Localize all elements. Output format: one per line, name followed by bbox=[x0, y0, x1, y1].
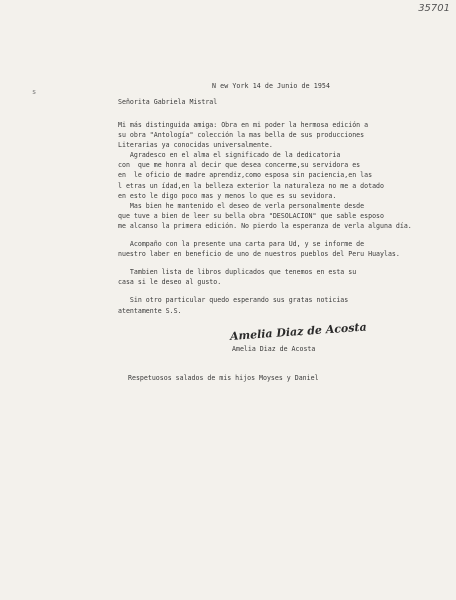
dateline: N ew York 14 de Junio de 1954 bbox=[212, 82, 331, 90]
body-line: Sin otro particular quedo esperando sus gratas noticias bbox=[118, 296, 349, 305]
archive-number: 35701 bbox=[418, 3, 450, 14]
body-line: Mas bien he mantenido el deseo de verla personalmente desde bbox=[118, 201, 365, 210]
body-line: me alcanso la primera edición. No pierdo la esperanza de verla alguna día. bbox=[118, 221, 412, 230]
body-line: en le oficio de madre aprendiz,como esposa sin paciencia,en las bbox=[118, 171, 373, 180]
letter-body bbox=[118, 120, 448, 316]
body-line: Mi más distinguida amiga: Obra en mi poder la hermosa edición a bbox=[118, 121, 369, 129]
paragraph-gap bbox=[118, 259, 448, 267]
margin-mark: s bbox=[32, 88, 37, 96]
body-line: que tuve a bien de leer su bella obra "DESOLACION" que sable esposo bbox=[118, 211, 384, 220]
body-line: Agradesco en el alma el significado de la dedicatoria bbox=[118, 151, 341, 160]
body-line: Acompaño con la presente una carta para Ud, y se informe de bbox=[118, 240, 365, 249]
typed-signature: Amelia Diaz de Acosta bbox=[232, 345, 316, 353]
postscript: Respetuosos salados de mis hijos Moyses y Daniel bbox=[128, 374, 319, 382]
paragraph-gap bbox=[118, 287, 448, 295]
body-line: atentamente S.S. bbox=[118, 306, 182, 315]
body-line: con que me honra al decir que desea concerme,su servidora es bbox=[118, 161, 361, 170]
body-line: en esto le digo poco mas y menos lo que es su sevidora. bbox=[118, 191, 337, 200]
body-line: su obra "Antología" colección la mas bella de sus producciones bbox=[118, 131, 365, 140]
handwritten-signature: Amelia Diaz de Acosta bbox=[229, 320, 368, 343]
body-line: casa si le deseo al gusto. bbox=[118, 278, 222, 287]
body-line: Literarias ya conocidas universalmente. bbox=[118, 141, 273, 150]
salutation: Señorita Gabriela Mistral bbox=[118, 98, 218, 106]
body-line: l etras un ídad,en la belleza exterior la naturaleza no me a dotado bbox=[118, 181, 384, 190]
body-line: nuestro laber en beneficio de uno de nuestros pueblos del Peru Huaylas. bbox=[118, 250, 400, 259]
paragraph-gap bbox=[118, 231, 448, 239]
body-line: Tambien lista de libros duplicados que tenemos en esta su bbox=[118, 268, 357, 277]
